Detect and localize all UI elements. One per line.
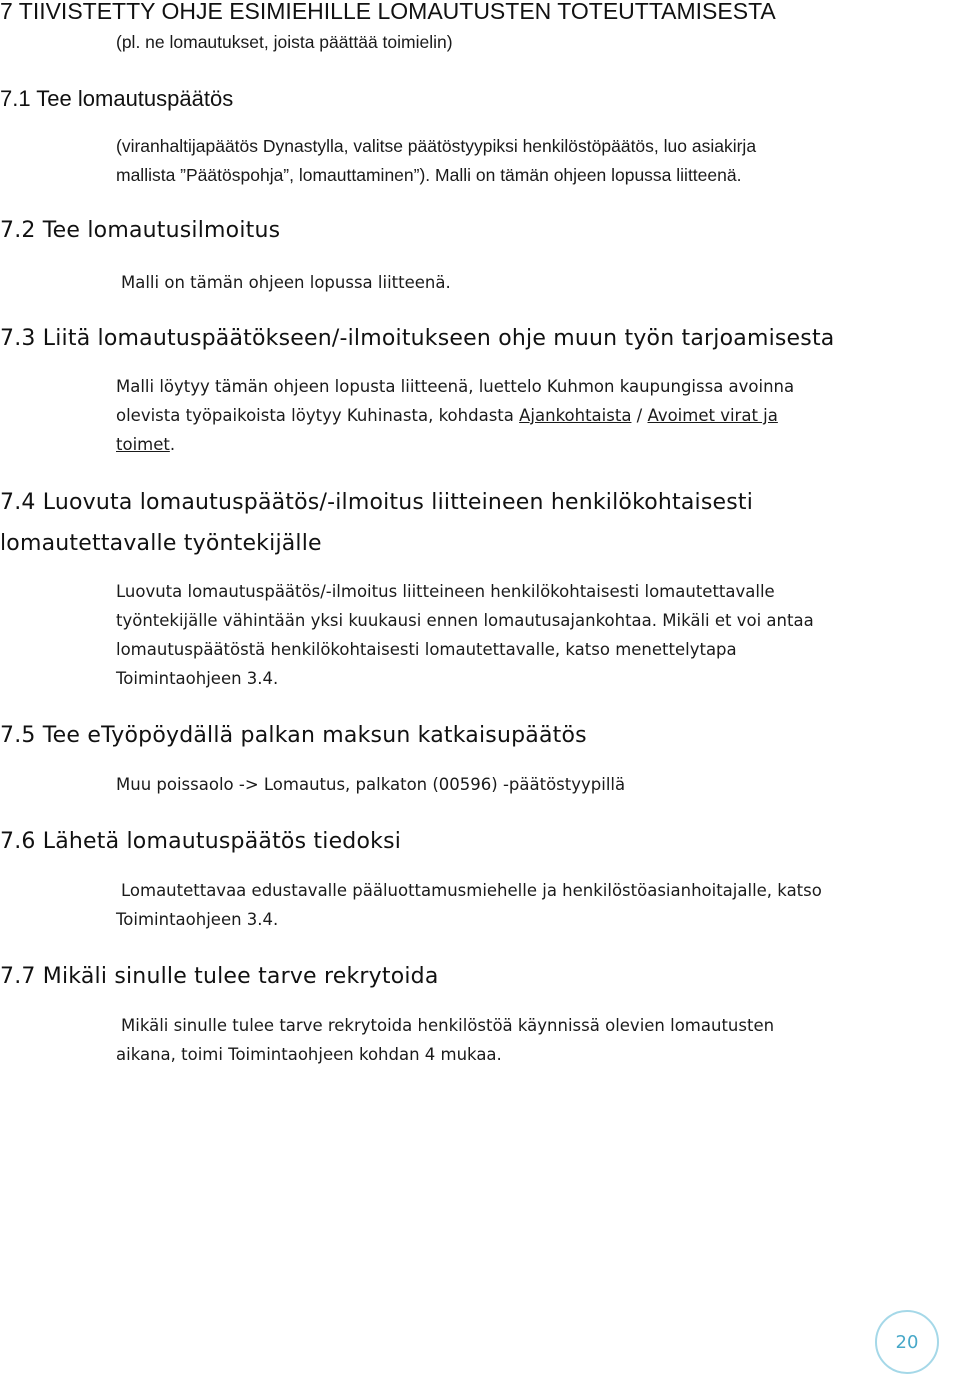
section-7-3-text-line3 — [116, 430, 175, 459]
ajankohtaista-link[interactable]: Ajankohtaista — [519, 406, 632, 425]
section-7-heading: 7 TIIVISTETTY OHJE ESIMIEHILLE LOMAUTUSTEN TOTEUTTAMISESTA — [0, 0, 776, 24]
section-7-3-text-line2-prefix: olevista työpaikoista löytyy Kuhinasta, kohdasta — [116, 406, 520, 425]
section-7-5-text: Muu poissaolo -> Lomautus, palkaton (00596) -päätöstyypillä — [116, 775, 626, 794]
section-7-3-period: . — [169, 435, 176, 454]
section-7-7-text-line2: aikana, toimi Toimintaohjeen kohdan 4 mukaa. — [116, 1045, 502, 1064]
section-7-7-heading: 7.7 Mikäli sinulle tulee tarve rekrytoida — [0, 964, 439, 989]
section-7-1-heading: 7.1 Tee lomautuspäätös — [0, 86, 234, 111]
section-7-3-text-line1: Malli löytyy tämän ohjeen lopusta liitteenä, luettelo Kuhmon kaupungissa avoinna — [116, 377, 795, 396]
section-7-subtitle: (pl. ne lomautukset, joista päättää toimielin) — [116, 32, 453, 52]
section-7-1-text-line2: mallista ”Päätöspohja”, lomauttaminen”). Malli on tämän ohjeen lopussa liitteenä. — [116, 165, 742, 185]
section-7-4-heading-line1: 7.4 Luovuta lomautuspäätös/-ilmoitus liitteineen henkilökohtaisesti — [0, 490, 754, 515]
section-7-3-text-line2 — [116, 401, 778, 430]
section-7-6-text-line1: Lomautettavaa edustavalle pääluottamusmiehelle ja henkilöstöasianhoitajalle, katso — [121, 881, 822, 900]
section-7-6-text-line2: Toimintaohjeen 3.4. — [116, 910, 279, 929]
section-7-6-heading: 7.6 Lähetä lomautuspäätös tiedoksi — [0, 829, 402, 854]
page-number: 20 — [895, 1331, 919, 1353]
section-7-4-text-line3: lomautuspäätöstä henkilökohtaisesti lomautettavalle, katso menettelytapa — [116, 640, 737, 659]
avoimet-virat-link-part1[interactable]: Avoimet virat ja — [647, 406, 778, 425]
section-7-4-heading-line2: lomautettavalle työntekijälle — [0, 531, 322, 556]
section-7-2-text: Malli on tämän ohjeen lopussa liitteenä. — [121, 273, 451, 292]
section-7-1-text-line1: (viranhaltijapäätös Dynastylla, valitse päätöstyypiksi henkilöstöpäätös, luo asiakirja — [116, 136, 757, 156]
section-7-4-text-line1: Luovuta lomautuspäätös/-ilmoitus liitteineen henkilökohtaisesti lomautettavalle — [116, 582, 775, 601]
avoimet-virat-link-part2[interactable]: toimet — [116, 435, 170, 454]
link-separator: / — [631, 406, 648, 425]
section-7-7-text-line1: Mikäli sinulle tulee tarve rekrytoida henkilöstöä käynnissä olevien lomautusten — [121, 1016, 775, 1035]
section-7-4-text-line4: Toimintaohjeen 3.4. — [116, 669, 279, 688]
section-7-3-heading: 7.3 Liitä lomautuspäätökseen/-ilmoitukseen ohje muun työn tarjoamisesta — [0, 326, 835, 351]
section-7-4-text-line2: työntekijälle vähintään yksi kuukausi ennen lomautusajankohtaa. Mikäli et voi antaa — [116, 611, 814, 630]
section-7-5-heading: 7.5 Tee eTyöpöydällä palkan maksun katkaisupäätös — [0, 723, 587, 748]
section-7-2-heading: 7.2 Tee lomautusilmoitus — [0, 218, 281, 243]
page-number-badge — [875, 1310, 939, 1374]
